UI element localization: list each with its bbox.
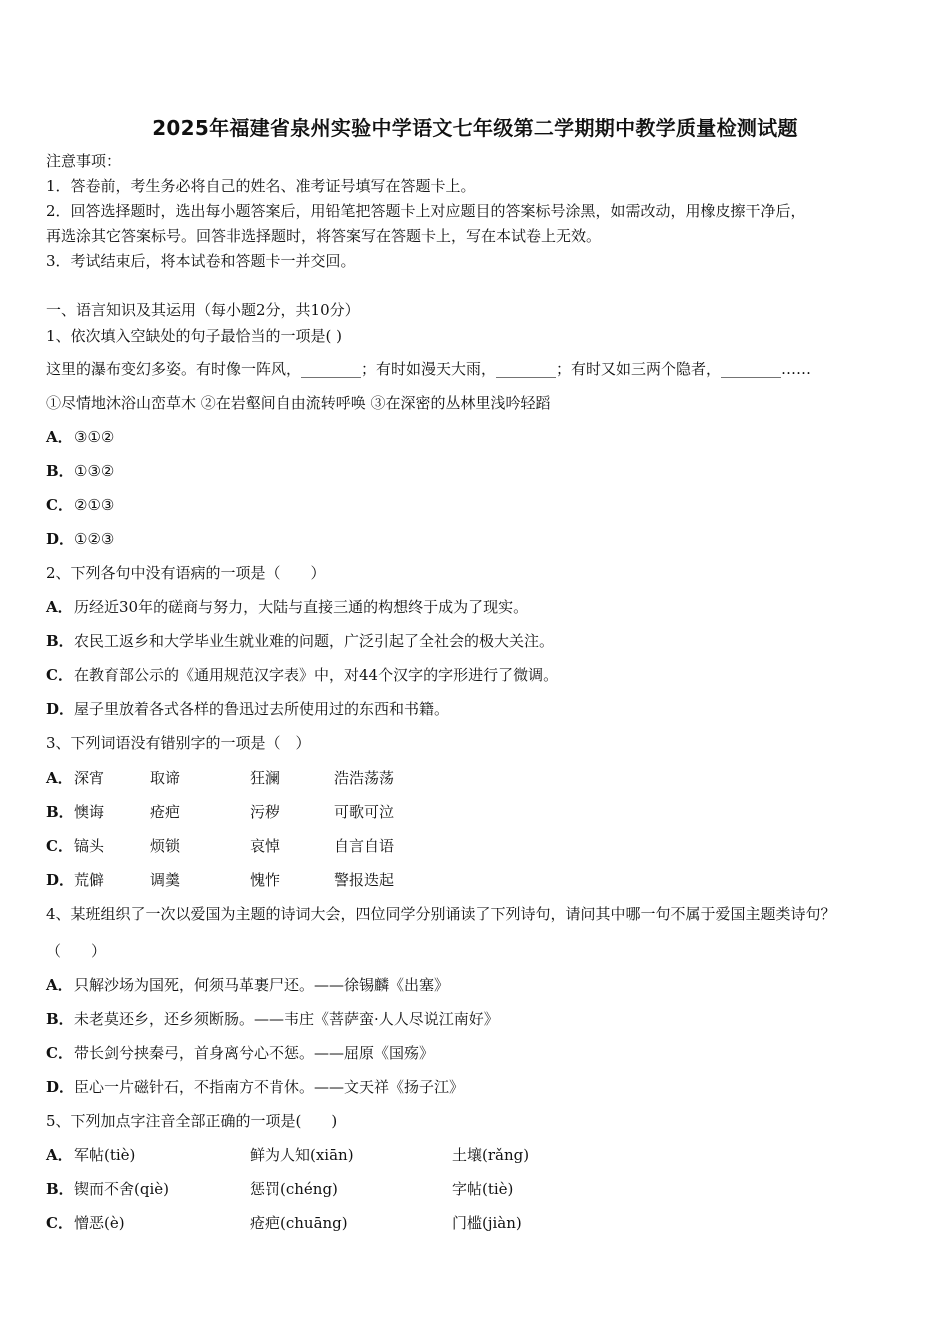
option-a xyxy=(46,427,114,447)
word: 浩浩荡荡 xyxy=(334,769,395,787)
option-b xyxy=(46,1009,499,1029)
option-d xyxy=(46,699,449,719)
notice-heading: 注意事项： xyxy=(46,152,122,170)
pinyin-item: 锲而不舍(qiè) xyxy=(74,1180,169,1198)
word: 疮疤 xyxy=(150,803,181,821)
option-letter: B． xyxy=(46,803,74,821)
option-text: 农民工返乡和大学毕业生就业难的问题，广泛引起了全社会的极大关注。 xyxy=(74,632,555,650)
word: 愧怍 xyxy=(250,871,281,889)
option-letter: A． xyxy=(46,1146,73,1164)
word: 污秽 xyxy=(250,803,281,821)
option-b xyxy=(46,461,114,481)
option-letter: A． xyxy=(46,769,73,787)
option-a xyxy=(46,597,528,617)
option-letter: D． xyxy=(46,871,75,889)
option-letter: C． xyxy=(46,837,73,855)
option-text: 臣心一片磁针石，不指南方不肯休。——文天祥《扬子江》 xyxy=(74,1078,465,1096)
pinyin-item: 惩罚(chéng) xyxy=(250,1180,338,1198)
option-letter: D． xyxy=(46,700,75,718)
pinyin-item: 鲜为人知(xiān) xyxy=(250,1146,354,1164)
question-1-stem: 1、依次填入空缺处的句子最恰当的一项是( ) xyxy=(46,327,343,345)
question-1-choices: ①尽情地沐浴山峦草木 ②在岩壑间自由流转呼唤 ③在深密的丛林里浅吟轻蹈 xyxy=(46,394,551,412)
option-d xyxy=(46,529,114,549)
option-letter: B． xyxy=(46,1010,74,1028)
option-text: ①②③ xyxy=(74,530,115,548)
section-heading: 一、语言知识及其运用（每小题2分，共10分） xyxy=(46,301,360,319)
word: 懊诲 xyxy=(74,803,105,821)
option-text: 屋子里放着各式各样的鲁迅过去所使用过的东西和书籍。 xyxy=(74,700,450,718)
notice-item: 3．考试结束后，将本试卷和答题卡一并交回。 xyxy=(46,252,356,270)
word: 镐头 xyxy=(74,837,105,855)
question-1-passage: 这里的瀑布变幻多姿。有时像一阵风，________；有时如漫天大雨，________；有时又如三两个隐者，________…… xyxy=(46,360,812,378)
option-letter: A． xyxy=(46,598,73,616)
pinyin-item: 憎恶(è) xyxy=(74,1214,125,1232)
word: 哀悼 xyxy=(250,837,281,855)
word: 警报迭起 xyxy=(334,871,395,889)
option-b xyxy=(46,631,554,651)
word: 调羹 xyxy=(150,871,181,889)
word: 可歌可泣 xyxy=(334,803,395,821)
option-letter: A． xyxy=(46,976,73,994)
option-letter: B． xyxy=(46,462,74,480)
pinyin-item: 疮疤(chuāng) xyxy=(250,1214,348,1232)
word: 深宵 xyxy=(74,769,105,787)
question-4-stem: 4、某班组织了一次以爱国为主题的诗词大会，四位同学分别诵读了下列诗句，请问其中哪一句不属于爱国主题类诗句？ xyxy=(46,905,836,923)
notice-item: 1．答卷前，考生务必将自己的姓名、准考证号填写在答题卡上。 xyxy=(46,177,476,195)
notice-item: 再选涂其它答案标号。回答非选择题时，将答案写在答题卡上，写在本试卷上无效。 xyxy=(46,227,602,245)
notice-item: 2．回答选择题时，选出每小题答案后，用铅笔把答题卡上对应题目的答案标号涂黑，如需改动，用橡皮擦干净后， xyxy=(46,202,806,220)
word: 烦锁 xyxy=(150,837,181,855)
word: 取谛 xyxy=(150,769,181,787)
option-letter: D． xyxy=(46,1078,75,1096)
option-text: 历经近30年的磋商与努力，大陆与直接三通的构想终于成为了现实。 xyxy=(74,598,529,616)
option-letter: B． xyxy=(46,1180,74,1198)
option-letter: D． xyxy=(46,530,75,548)
word: 自言自语 xyxy=(334,837,395,855)
question-2-stem: 2、下列各句中没有语病的一项是（ ） xyxy=(46,564,326,582)
option-letter: B． xyxy=(46,632,74,650)
question-3-stem: 3、下列词语没有错别字的一项是（ ） xyxy=(46,734,311,752)
option-letter: C． xyxy=(46,1214,73,1232)
option-c xyxy=(46,1043,434,1063)
option-letter: A． xyxy=(46,428,73,446)
word: 荒僻 xyxy=(74,871,105,889)
pinyin-item: 军帖(tiè) xyxy=(74,1146,136,1164)
pinyin-item: 土壤(rǎng) xyxy=(452,1146,530,1164)
option-letter: C． xyxy=(46,1044,73,1062)
question-5-stem: 5、下列加点字注音全部正确的一项是( ) xyxy=(46,1112,338,1130)
option-letter: C． xyxy=(46,666,73,684)
option-text: 在教育部公示的《通用规范汉字表》中，对44个汉字的字形进行了微调。 xyxy=(74,666,559,684)
option-c xyxy=(46,665,558,685)
option-text: ②①③ xyxy=(74,496,115,514)
option-a xyxy=(46,975,449,995)
option-d xyxy=(46,1077,464,1097)
word: 狂澜 xyxy=(250,769,281,787)
option-text: 带长剑兮挟秦弓，首身离兮心不惩。——屈原《国殇》 xyxy=(74,1044,435,1062)
option-text: ①③② xyxy=(74,462,115,480)
exam-title: 2025年福建省泉州实验中学语文七年级第二学期期中教学质量检测试题 xyxy=(152,116,798,140)
pinyin-item: 门槛(jiàn) xyxy=(452,1214,522,1232)
option-c xyxy=(46,495,114,515)
option-text: 只解沙场为国死，何须马革裹尸还。——徐锡麟《出塞》 xyxy=(74,976,450,994)
option-letter: C． xyxy=(46,496,73,514)
option-text: 未老莫还乡，还乡须断肠。——韦庄《菩萨蛮·人人尽说江南好》 xyxy=(74,1010,499,1028)
option-text: ③①② xyxy=(74,428,115,446)
pinyin-item: 字帖(tiè) xyxy=(452,1180,514,1198)
question-4-paren: （ ） xyxy=(46,942,107,960)
